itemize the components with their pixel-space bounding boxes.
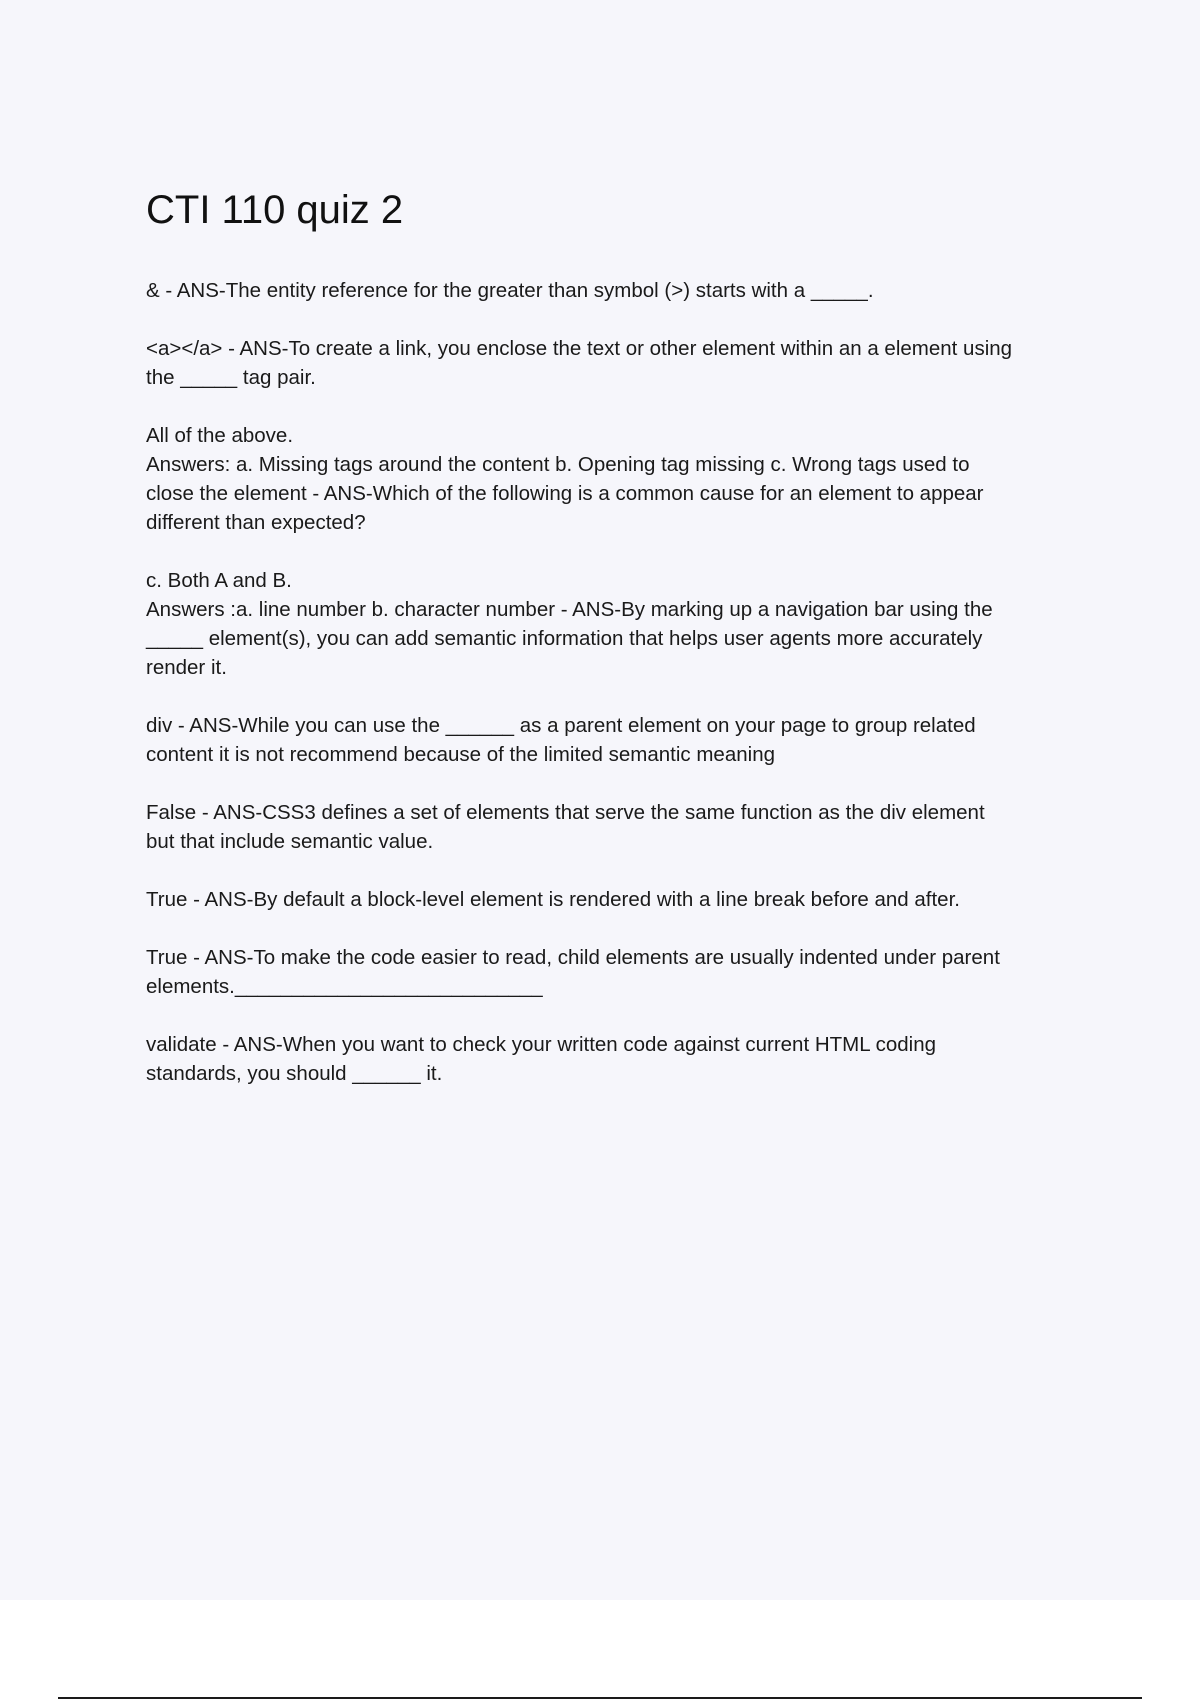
qa-item — [146, 943, 1096, 1001]
qa-line: render it. — [146, 656, 227, 679]
qa-item — [146, 711, 1096, 769]
qa-line: c. Both A and B. — [146, 569, 292, 592]
qa-line: Answers :a. line number b. character number - ANS-By marking up a navigation bar using the — [146, 598, 993, 621]
qa-line: & - ANS-The entity reference for the greater than symbol (>) starts with a _____. — [146, 279, 874, 302]
qa-line: standards, you should ______ it. — [146, 1062, 443, 1085]
qa-line: different than expected? — [146, 511, 366, 534]
qa-line: False - ANS-CSS3 defines a set of elements that serve the same function as the div element — [146, 801, 985, 824]
qa-line: True - ANS-To make the code easier to read, child elements are usually indented under parent — [146, 946, 1000, 969]
qa-line: True - ANS-By default a block-level element is rendered with a line break before and after. — [146, 888, 960, 911]
document-title: CTI 110 quiz 2 — [146, 188, 404, 232]
qa-line: Answers: a. Missing tags around the content b. Opening tag missing c. Wrong tags used to — [146, 453, 970, 476]
qa-line: div - ANS-While you can use the ______ as a parent element on your page to group related — [146, 714, 976, 737]
document-content — [146, 184, 1096, 1117]
qa-line: but that include semantic value. — [146, 830, 434, 853]
qa-line: close the element - ANS-Which of the following is a common cause for an element to appear — [146, 482, 984, 505]
qa-item — [146, 276, 1096, 305]
qa-line: elements.___________________________ — [146, 975, 543, 998]
qa-item — [146, 334, 1096, 392]
qa-item — [146, 421, 1096, 537]
qa-line: content it is not recommend because of the limited semantic meaning — [146, 743, 775, 766]
qa-line: _____ element(s), you can add semantic information that helps user agents more accurately — [146, 627, 983, 650]
footer-divider — [58, 1697, 1142, 1699]
qa-line: validate - ANS-When you want to check your written code against current HTML coding — [146, 1033, 937, 1056]
qa-line: the _____ tag pair. — [146, 366, 316, 389]
qa-item — [146, 566, 1096, 682]
qa-line: <a></a> - ANS-To create a link, you enclose the text or other element within an a element using — [146, 337, 1013, 360]
qa-item — [146, 1030, 1096, 1088]
qa-item — [146, 798, 1096, 856]
qa-line: All of the above. — [146, 424, 294, 447]
qa-item — [146, 885, 1096, 914]
